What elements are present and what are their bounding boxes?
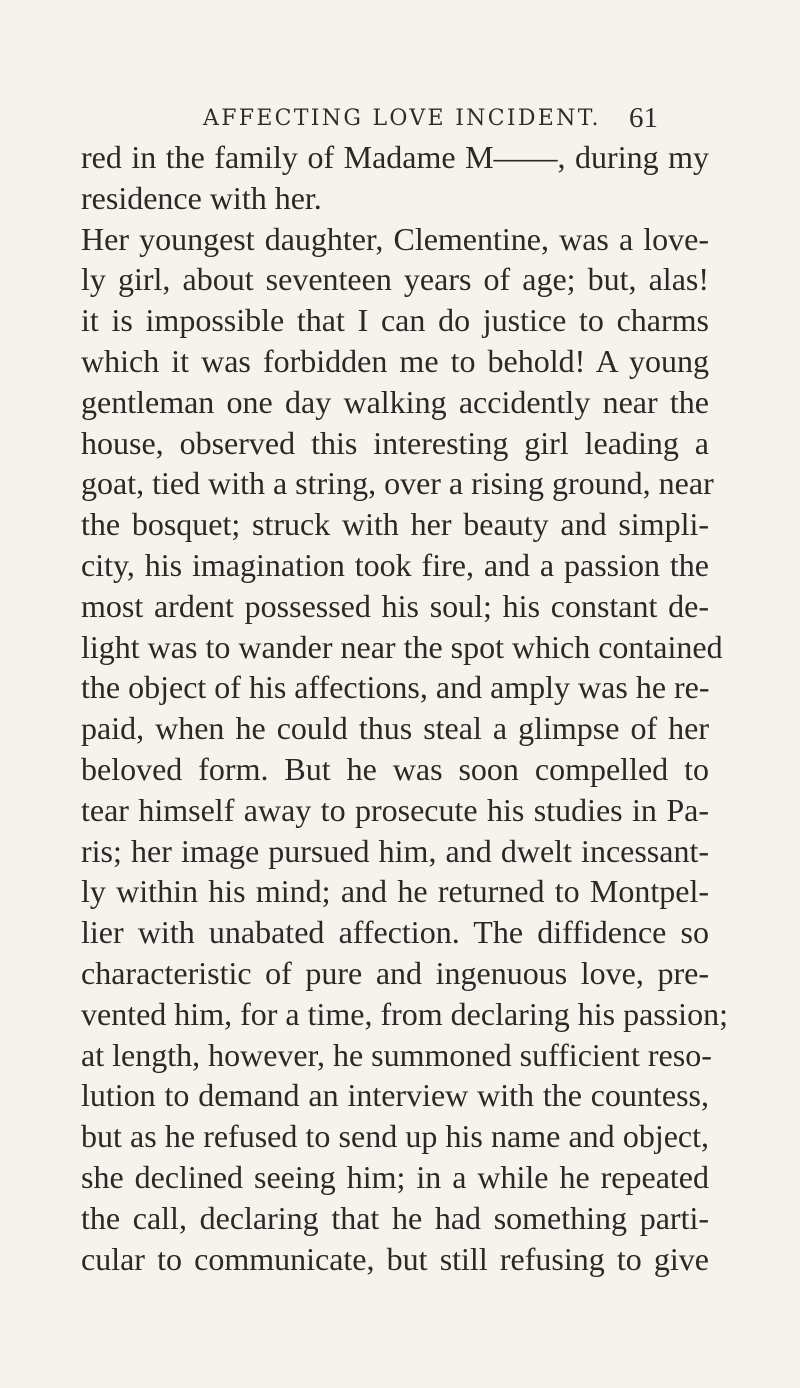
- text-line: goat, tied with a string, over a rising ground, near: [81, 465, 714, 502]
- text-line: tear himself away to prosecute his studies in Pa-: [81, 791, 709, 828]
- text-line: ly within his mind; and he returned to Montpel-: [81, 873, 709, 910]
- text-line: red in the family of Madame M——, during my: [81, 139, 709, 175]
- text-line: at length, however, he summoned sufficient reso-: [81, 1036, 712, 1073]
- text-line: which it was forbidden me to behold! A young: [81, 342, 709, 379]
- running-title: AFFECTING LOVE INCIDENT.: [203, 106, 601, 131]
- text-line: light was to wander near the spot which contained: [81, 628, 723, 665]
- page-number: 61: [629, 102, 658, 134]
- text-line: cular to communicate, but still refusing to give: [81, 1240, 709, 1277]
- text-line: house, observed this interesting girl leading a: [81, 424, 709, 461]
- text-line: lution to demand an interview with the countess,: [81, 1077, 709, 1114]
- text-line: paid, when he could thus steal a glimpse of her: [81, 710, 709, 747]
- text-line: vented him, for a time, from declaring his passion;: [81, 995, 728, 1032]
- text-line: residence with her.: [81, 179, 322, 216]
- text-line: Her youngest daughter, Clementine, was a love-: [81, 220, 709, 257]
- text-line: characteristic of pure and ingenuous love, pre-: [81, 954, 709, 991]
- text-line: the call, declaring that he had something parti-: [81, 1199, 709, 1236]
- text-line: she declined seeing him; in a while he repeated: [81, 1158, 709, 1195]
- text-line: most ardent possessed his soul; his constant de-: [81, 587, 709, 624]
- text-line: it is impossible that I can do justice to charms: [81, 302, 709, 339]
- text-line: beloved form. But he was soon compelled to: [81, 750, 709, 787]
- text-line: gentleman one day walking accidently near the: [81, 383, 709, 420]
- text-line: ly girl, about seventeen years of age; but, alas!: [81, 261, 709, 298]
- text-line: but as he refused to send up his name and object,: [81, 1118, 709, 1155]
- running-head: [0, 100, 800, 140]
- text-line: ris; her image pursued him, and dwelt incessant-: [81, 832, 709, 869]
- text-line: lier with unabated affection. The diffidence so: [81, 914, 709, 951]
- text-line: the object of his affections, and amply was he re-: [81, 669, 710, 706]
- text-line: city, his imagination took fire, and a passion the: [81, 546, 709, 583]
- body-text: [81, 137, 728, 1279]
- text-line: the bosquet; struck with her beauty and simpli-: [81, 506, 709, 543]
